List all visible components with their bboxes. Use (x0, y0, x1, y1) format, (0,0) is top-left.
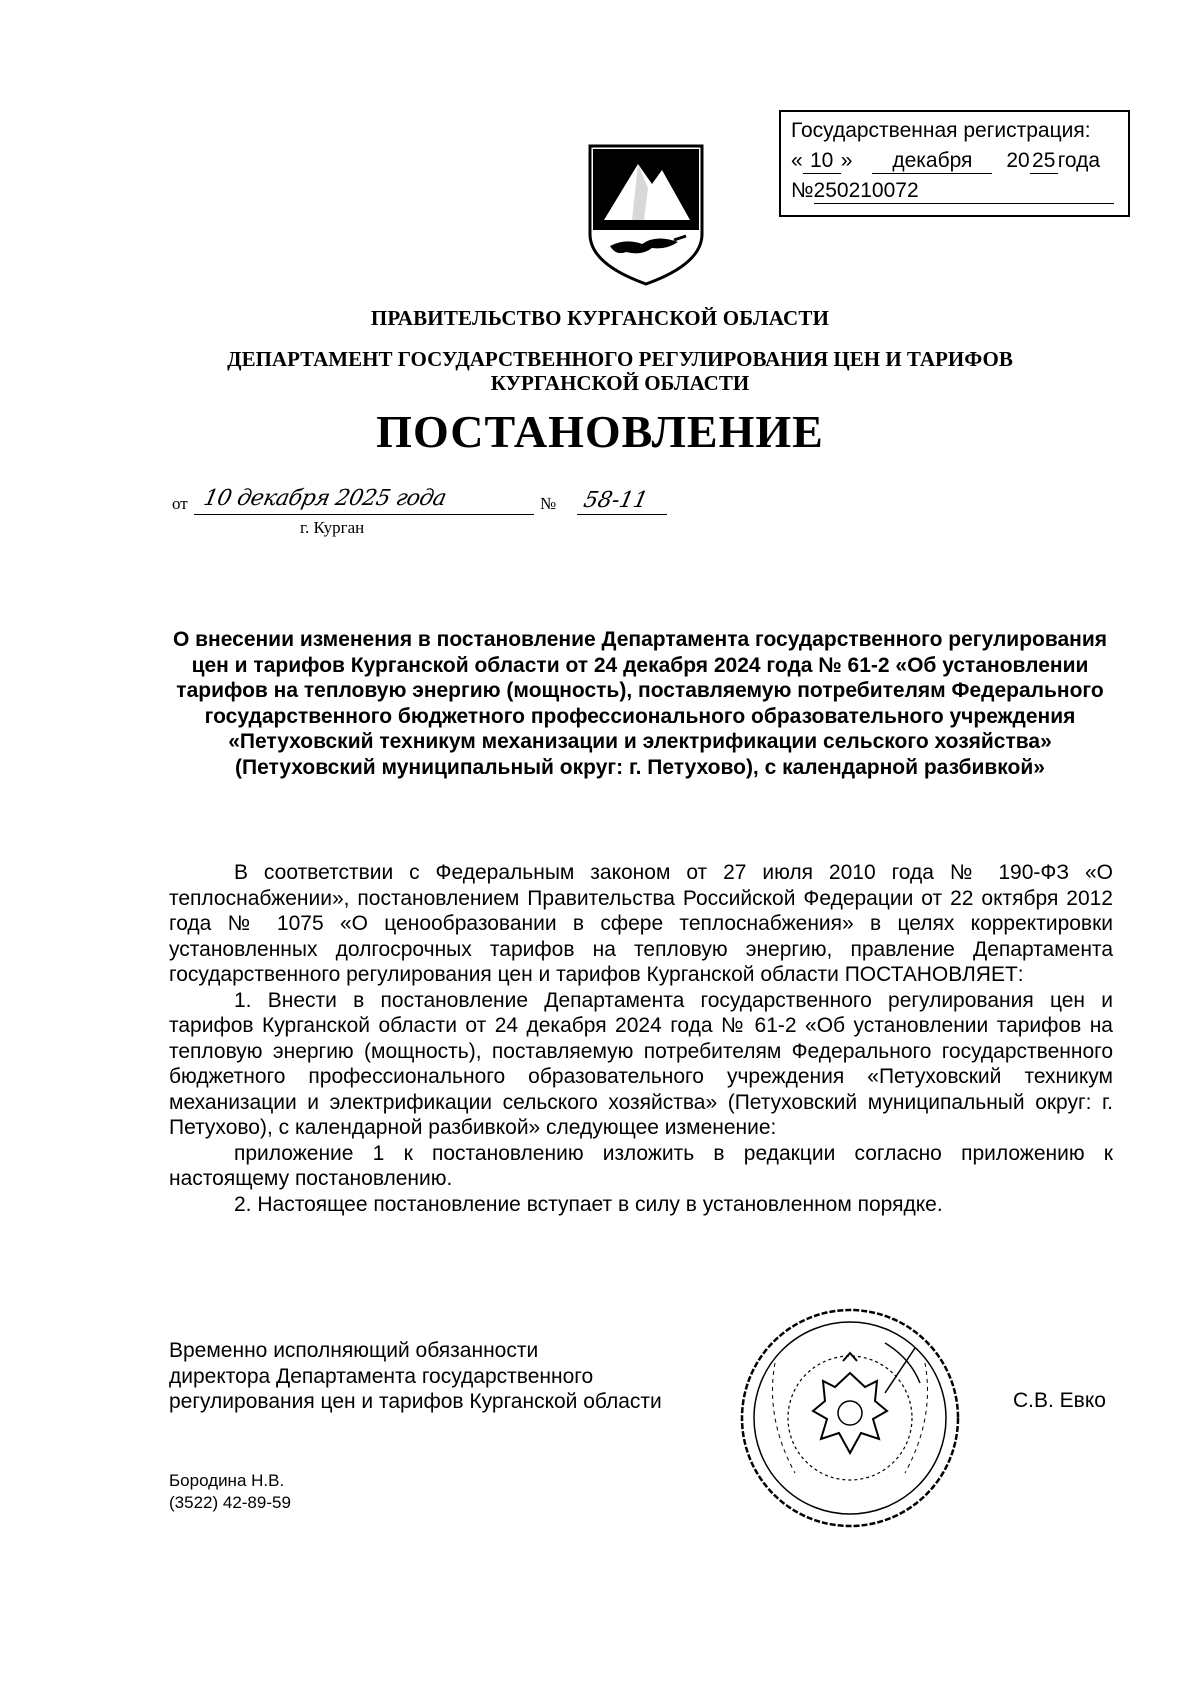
registration-box (779, 110, 1130, 217)
registration-year-word: года (1057, 149, 1101, 172)
registration-date (791, 146, 1120, 176)
signatory-position-line-2: директора Департамента государственного (169, 1364, 594, 1388)
registration-number: 250210072 (814, 179, 1114, 204)
date-underline (194, 514, 534, 515)
seal-svg (735, 1303, 965, 1533)
official-seal-icon (735, 1303, 965, 1533)
document-subject: О внесении изменения в постановление Департамента государственного регулирования цен и тарифов Курганской области от 24 декабря 2024 года № 61-2 «Об установлении тарифов на тепловую энергию (мощность), поставляемую потребителям Федерального государственного бюджетного профессионального образовательного учреждения «Петуховский техникум механизации и электрификации сельского хозяйства» (Петуховский муниципальный округ: г. Петухово), с календарной разбивкой» (172, 628, 1108, 779)
signatory-position-line-3: регулирования цен и тарифов Курганской области (169, 1390, 662, 1413)
registration-title: Государственная регистрация: (791, 119, 1091, 142)
from-label: от (172, 494, 188, 513)
issue-city: г. Курган (300, 518, 365, 537)
signatory-name: С.В. Евко (1013, 1389, 1106, 1412)
registration-open-quote: « (791, 149, 803, 172)
issue-date-row (172, 486, 672, 534)
government-heading: ПРАВИТЕЛЬСТВО КУРГАНСКОЙ ОБЛАСТИ (370, 306, 830, 330)
document-type-title: ПОСТАНОВЛЕНИЕ (376, 406, 824, 457)
registration-year-suffix: 25 (1030, 149, 1058, 174)
handwritten-number: 58-11 (581, 488, 651, 513)
registration-number-label: № (791, 179, 814, 202)
signatory-position-line-1: Временно исполняющий обязанности (169, 1339, 539, 1362)
registration-month: декабря (872, 149, 992, 174)
item-1-sub-paragraph: приложение 1 к постановлению изложить в редакции согласно приложению к настоящему постановлению. (169, 1141, 1113, 1190)
registration-close-quote: » (840, 149, 853, 172)
executor-block (169, 1470, 291, 1514)
kurgan-coat-of-arms-icon (586, 142, 706, 287)
item-2-paragraph: 2. Настоящее постановление вступает в силу в установленном порядке. (234, 1192, 943, 1216)
executor-phone: (3522) 42-89-59 (169, 1493, 291, 1512)
signature-block (169, 1338, 662, 1415)
registration-day: 10 (803, 149, 841, 174)
department-heading: ДЕПАРТАМЕНТ ГОСУДАРСТВЕННОГО РЕГУЛИРОВАНИЯ ЦЕН И ТАРИФОВ КУРГАНСКОЙ ОБЛАСТИ (227, 347, 1013, 395)
registration-year-prefix: 20 (1006, 149, 1030, 172)
document-body (169, 860, 1113, 1217)
coat-of-arms-svg (586, 142, 706, 287)
number-label: № (540, 494, 557, 513)
preamble-paragraph: В соответствии с Федеральным законом от 27 июля 2010 года № 190-ФЗ «О теплоснабжении», постановлением Правительства Российской Федерации от 22 октября 2012 года № 1075 «О ценообразовании в сфере теплоснабжения» в целях корректировки установленных долгосрочных тарифов на тепловую энергию, правление Департамента государственного регулирования цен и тарифов Курганской области ПОСТАНОВЛЯЕТ: (169, 861, 1113, 986)
handwritten-date: 10 декабря 2025 года (201, 486, 449, 511)
executor-name: Бородина Н.В. (169, 1471, 285, 1490)
item-1-paragraph: 1. Внести в постановление Департамента государственного регулирования цен и тарифов Курганской области от 24 декабря 2024 года № 61-2 «Об установлении тарифов на тепловую энергию (мощность), поставляемую потребителям Федерального государственного бюджетного профессионального образовательного учреждения «Петуховский техникум механизации и электрификации сельского хозяйства» (Петуховский муниципальный округ: г. Петухово), с календарной разбивкой» следующее изменение: (169, 988, 1113, 1139)
number-underline (577, 514, 667, 515)
registration-number-row (791, 176, 1120, 206)
